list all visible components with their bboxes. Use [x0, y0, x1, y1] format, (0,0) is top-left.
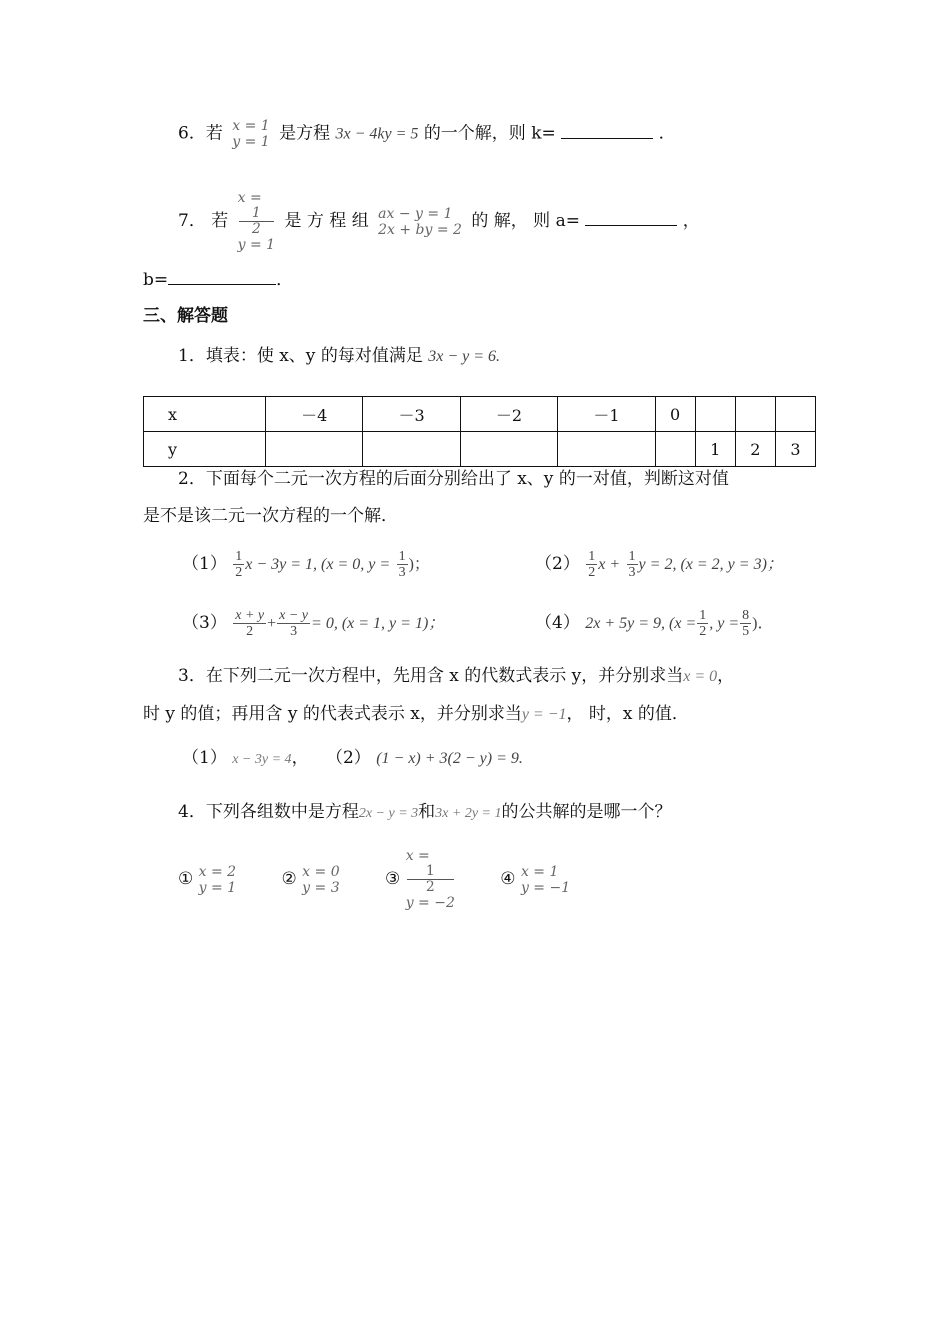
- p3-items: [182, 746, 523, 772]
- q7-system2-line1: ax − y = 1: [378, 205, 453, 222]
- table-cell: 0: [655, 397, 695, 432]
- problem-1: [178, 344, 500, 369]
- option-3-half: [407, 864, 454, 895]
- q6-answer-blank[interactable]: [561, 120, 653, 139]
- p4-eq1: 2x − y = 3: [358, 806, 419, 821]
- q7-system-x: x =: [237, 190, 262, 206]
- p3-line1-text: 3．在下列二元一次方程中，先用含 x 的代数式表示 y，并分别求当: [178, 666, 684, 686]
- p2-item4-label: （4）: [535, 613, 580, 633]
- table-cell[interactable]: [363, 432, 460, 467]
- option-2[interactable]: [302, 864, 339, 896]
- eight-den: 5: [742, 624, 750, 639]
- half-num: 1: [588, 549, 596, 564]
- third-den: 3: [628, 565, 636, 580]
- option-4-line1: x = 1: [520, 863, 559, 880]
- p2-item-3: （3） $\frac{x + y}{2}$ + $\frac{x - y}{3}$ = 0, (x = 1, y = 1)；: [182, 608, 445, 639]
- p3-item1-eq: x − 3y = 4: [232, 752, 292, 767]
- p4-line: [178, 800, 671, 826]
- q6-system: [232, 118, 269, 150]
- q7-half: [239, 206, 274, 237]
- half-num: 1: [235, 549, 243, 564]
- section-heading: 三、解答题: [143, 306, 228, 325]
- table-cell: －3: [363, 397, 460, 432]
- half-den: 2: [235, 565, 243, 580]
- q7-system2-line2: 2x + by = 2: [378, 221, 462, 238]
- p2-item4-eq-a: 2x + 5y = 9, (x =: [585, 615, 697, 632]
- p3-ym1: y = −1: [521, 706, 567, 723]
- half-den: 2: [588, 565, 596, 580]
- p2-item1-label: （1）: [182, 554, 227, 574]
- q6-suffix: 的一个解，则 k=: [423, 123, 556, 144]
- half-num: 1: [699, 608, 707, 623]
- table-cell: －1: [558, 397, 655, 432]
- third-num: 1: [628, 549, 636, 564]
- p2-item3-frac1: [233, 608, 266, 639]
- p2-line2: 是不是该二元一次方程的一个解．: [143, 506, 398, 526]
- q7-prefix: 7． 若: [178, 211, 229, 231]
- option-3-label: ③: [385, 869, 401, 889]
- p1-text: 1．填表：使 x、y 的每对值满足: [178, 346, 423, 366]
- q6-system-line1: x = 1: [232, 118, 270, 134]
- p2-item-1: [182, 548, 430, 581]
- q7-suffix: 的 解， 则 a=: [471, 211, 580, 231]
- p3-x0: x = 0: [683, 668, 718, 685]
- p3-item1-label: （1）: [182, 748, 227, 768]
- table-cell: 2: [735, 432, 775, 467]
- option-3-x: x =: [405, 848, 430, 864]
- q6-mid: 是方程: [279, 123, 331, 144]
- q7-system2: [378, 206, 462, 238]
- p4-text-b: 的公共解的是哪一个？: [501, 802, 672, 822]
- p2-item4-eight-fifths: [740, 608, 751, 639]
- table-cell[interactable]: [735, 397, 775, 432]
- q6-system-line2: y = 1: [232, 134, 270, 150]
- option-1[interactable]: [199, 864, 236, 896]
- p2-item2-eq-b: y = 2, (x = 2, y = 3)；: [638, 556, 783, 573]
- option-2-label: ②: [281, 869, 297, 889]
- p4-eq2: 3x + 2y = 1: [435, 806, 502, 821]
- option-3-num: 1: [407, 864, 454, 880]
- option-3-den: 2: [425, 879, 435, 895]
- p3-line2-end: ， 时，x 的值．: [566, 704, 689, 724]
- eight-num: 8: [742, 608, 750, 623]
- q7-b-blank[interactable]: [168, 266, 276, 285]
- question-6: [178, 118, 676, 150]
- p1-equation: 3x − y = 6.: [428, 348, 501, 365]
- table-cell[interactable]: [265, 432, 362, 467]
- option-3-y: y = −2: [405, 895, 455, 911]
- table-row-y: [144, 432, 816, 467]
- q7-a-blank[interactable]: [585, 207, 677, 226]
- option-1-label: ①: [178, 869, 194, 889]
- p2-item2-eq-a: x +: [598, 556, 621, 573]
- q6-equation: 3x − 4ky = 5: [335, 125, 419, 143]
- p3-line2: [143, 702, 689, 727]
- table-cell: x: [144, 397, 266, 432]
- p2-item4-end: )．: [752, 615, 774, 632]
- third-num: 1: [398, 549, 406, 564]
- q7-mid: 是 方 程 组: [284, 211, 369, 231]
- option-4-label: ④: [500, 869, 516, 889]
- table-cell: －2: [460, 397, 557, 432]
- table-cell[interactable]: [460, 432, 557, 467]
- frac2-den: 3: [290, 624, 298, 639]
- question-7: [178, 190, 700, 253]
- half-den: 2: [699, 624, 707, 639]
- p2-item3-label: （3）: [182, 613, 227, 633]
- p2-item4-half: [697, 608, 708, 639]
- table-cell: y: [144, 432, 266, 467]
- table-cell: 1: [695, 432, 735, 467]
- table-cell: 3: [775, 432, 815, 467]
- p2-item3-eq: = 0, (x = 1, y = 1)；: [311, 615, 445, 632]
- p3-line1: [178, 664, 734, 689]
- option-2-line2: y = 3: [302, 879, 340, 896]
- fill-table: [143, 396, 816, 467]
- frac1-num: x + y: [235, 608, 265, 623]
- p2-line1: 2．下面每个二元一次方程的后面分别给出了 x、y 的一对值，判断这对值: [178, 469, 729, 489]
- question-7-line2: [143, 266, 293, 292]
- q7-system-y: y = 1: [237, 237, 276, 253]
- option-1-line2: y = 1: [198, 879, 237, 896]
- q7-half-den: 2: [251, 221, 261, 237]
- p3-item2-label: （2）: [325, 748, 371, 768]
- third-den: 3: [398, 565, 406, 580]
- q6-end: ．: [658, 123, 676, 144]
- p4-text-a: 4．下列各组数中是方程: [178, 802, 359, 822]
- p2-item1-eq: x − 3y = 1, (x = 0, y =: [245, 556, 391, 573]
- p3-comma: ，: [717, 666, 735, 686]
- p4-options: [178, 848, 570, 911]
- option-3[interactable]: [406, 848, 455, 911]
- q6-prefix: 6．若: [178, 123, 223, 144]
- p2-item3-frac2: [277, 608, 310, 639]
- p2-item2-third: [627, 549, 638, 580]
- p3-line2-text: 时 y 的值；再用含 y 的代表式表示 x，并分别求当: [143, 704, 522, 724]
- p4-and: 和: [418, 802, 436, 822]
- p2-item2-label: （2）: [535, 554, 580, 574]
- p2-item-4: [535, 607, 774, 640]
- p2-item1-half: [233, 549, 244, 580]
- table-cell[interactable]: [558, 432, 655, 467]
- q7-system: [238, 190, 275, 253]
- p2-item1-third: [397, 549, 408, 580]
- q7-b-label: b=: [143, 270, 169, 290]
- table-cell[interactable]: [655, 432, 695, 467]
- option-4-line2: y = −1: [520, 879, 571, 896]
- q7-half-num: 1: [239, 206, 274, 222]
- frac2-num: x − y: [279, 608, 309, 623]
- table-cell[interactable]: [695, 397, 735, 432]
- frac1-den: 2: [246, 624, 254, 639]
- option-1-line1: x = 2: [198, 863, 237, 880]
- q7-comma: ，: [682, 211, 700, 231]
- table-cell: －4: [265, 397, 362, 432]
- p2-item-2: [535, 548, 783, 581]
- q7-b-end: ．: [276, 270, 294, 290]
- option-4[interactable]: [521, 864, 570, 896]
- p2-item2-half: [586, 549, 597, 580]
- p3-item1-end: ，: [291, 748, 309, 768]
- p2-item4-eq-b: , y =: [709, 615, 740, 632]
- option-2-line1: x = 0: [302, 863, 340, 880]
- table-row-x: [144, 397, 816, 432]
- p3-item2-eq: (1 − x) + 3(2 − y) = 9.: [376, 750, 523, 767]
- table-cell[interactable]: [775, 397, 815, 432]
- p2-item1-end: )；: [408, 556, 430, 573]
